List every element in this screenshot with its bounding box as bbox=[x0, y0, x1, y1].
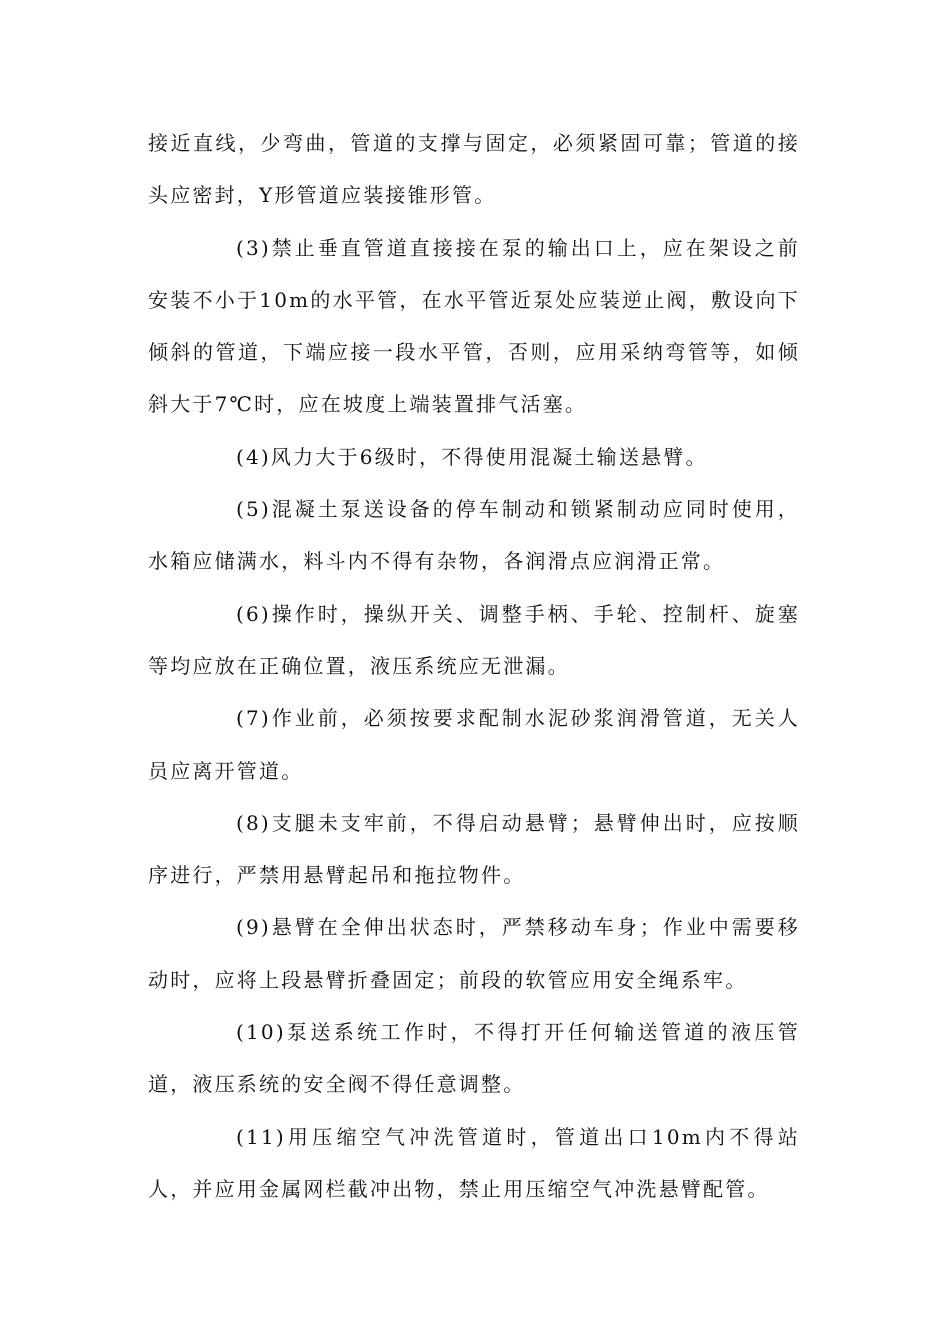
paragraph-item-5: (5)混凝土泵送设备的停车制动和锁紧制动应同时使用，水箱应储满水，料斗内不得有杂物，各润滑点应润滑正常。 bbox=[148, 497, 800, 574]
paragraph-item-9: (9)悬臂在全伸出状态时，严禁移动车身；作业中需要移动时，应将上段悬臂折叠固定；前段的软管应用安全绳系牢。 bbox=[148, 915, 800, 992]
paragraph-continuation: 接近直线，少弯曲，管道的支撑与固定，必须紧固可靠；管道的接头应密封，Y形管道应装接锥形管。 bbox=[148, 131, 800, 208]
paragraph-item-4: (4)风力大于6级时，不得使用混凝土输送悬臂。 bbox=[236, 444, 708, 469]
paragraph-item-10: (10)泵送系统工作时，不得打开任何输送管道的液压管道，液压系统的安全阀不得任意调整。 bbox=[148, 1020, 800, 1097]
paragraph-item-7: (7)作业前，必须按要求配制水泥砂浆润滑管道，无关人员应离开管道。 bbox=[148, 706, 800, 783]
document-body bbox=[148, 117, 800, 1215]
paragraph-item-6: (6)操作时，操纵开关、调整手柄、手轮、控制杆、旋塞等均应放在正确位置，液压系统应无泄漏。 bbox=[148, 601, 800, 678]
paragraph-item-3: (3)禁止垂直管道直接接在泵的输出口上，应在架设之前安装不小于10m的水平管，在水平管近泵处应装逆止阀，敷设向下倾斜的管道，下端应接一段水平管，否则，应用采纳弯管等，如倾斜大于7℃时，应在坡度上端装置排气活塞。 bbox=[148, 235, 800, 417]
paragraph-item-8: (8)支腿未支牢前，不得启动悬臂；悬臂伸出时，应按顺序进行，严禁用悬臂起吊和拖拉物件。 bbox=[148, 810, 800, 888]
paragraph-item-11: (11)用压缩空气冲洗管道时，管道出口10m内不得站人，并应用金属网栏截冲出物，禁止用压缩空气冲洗悬臂配管。 bbox=[148, 1124, 800, 1201]
